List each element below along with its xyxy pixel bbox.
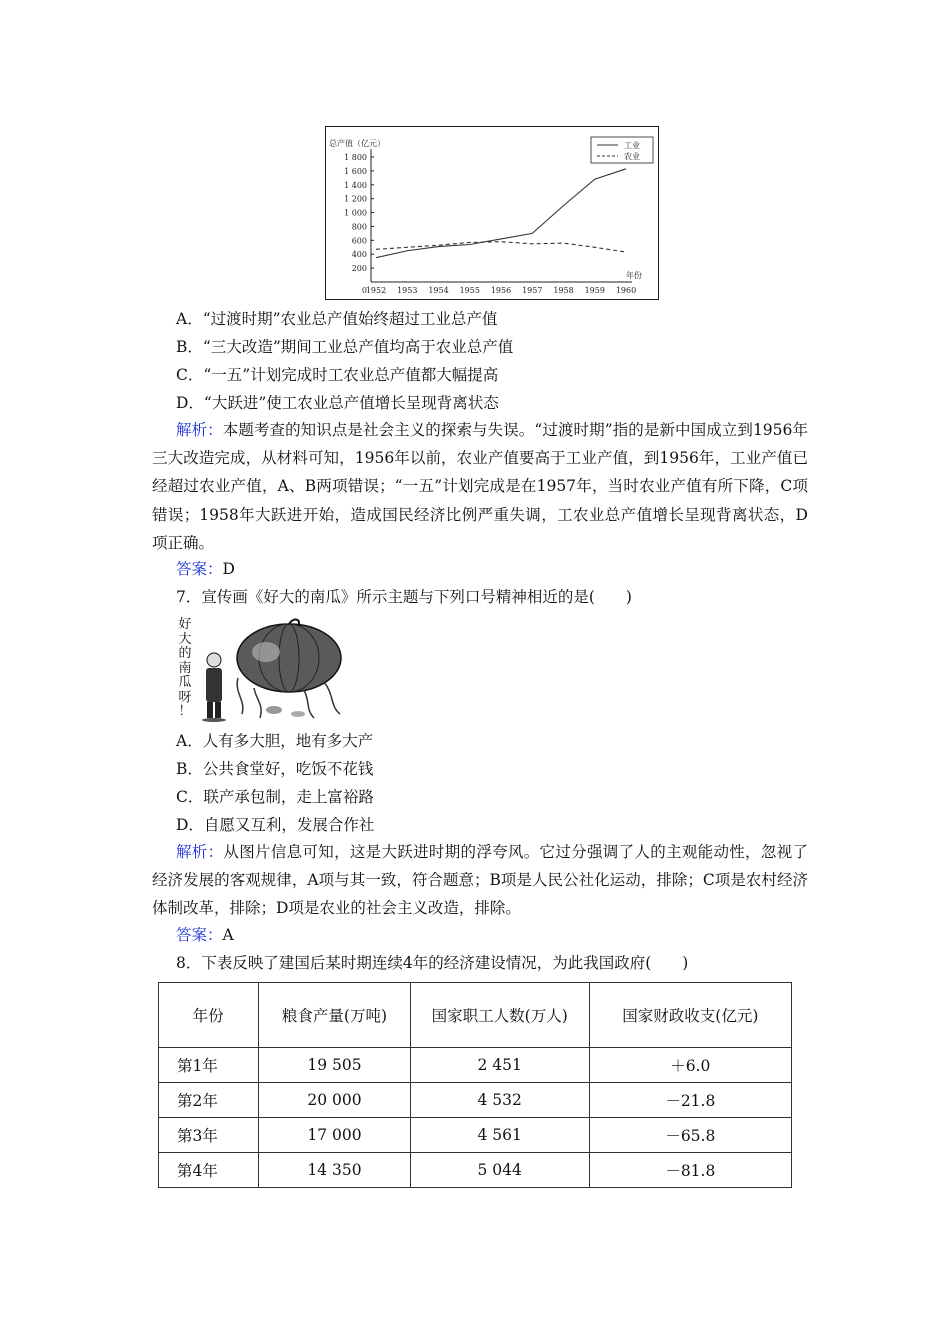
poster-caption-char: 呀	[178, 689, 192, 705]
poster-caption-char: 大	[178, 631, 192, 647]
y-tick-label: 1 200	[344, 194, 367, 204]
table-cell: 5 044	[410, 1153, 589, 1188]
table-cell: －65.8	[589, 1118, 791, 1153]
x-tick-label: 1955	[459, 286, 480, 295]
table-cell: ＋6.0	[589, 1048, 791, 1083]
q6-analysis-text: 本题考查的知识点是社会主义的探索与失误。“过渡时期”指的是新中国成立到1956年三大改造完成，从材料可知，1956年以前，农业产值要高于工业产值，到1956年，工业产值已经超过农业产值，A、B两项错误；“一五”计划完成是在1957年，当时农业产值有所下降，C项错误；1958年大跃进开始，造成国民经济比例严重失调，工农业总产值增长呈现背离状态，D项正确。	[152, 421, 808, 552]
table-cell: 第3年	[159, 1118, 259, 1153]
table-row	[159, 1118, 792, 1153]
poster-caption-char: 好	[178, 617, 192, 632]
table-row	[159, 1048, 792, 1083]
y-tick-label: 1 800	[344, 153, 367, 162]
series-line-agriculture	[376, 242, 626, 252]
q7-analysis-text: 从图片信息可知，这是大跃进时期的浮夸风。它过分强调了人的主观能动性，忽视了经济发展的客观规律，A项与其一致，符合题意；B项是人民公社化运动，排除；C项是农村经济体制改革，排除；D项是农业的社会主义改造，排除。	[152, 843, 808, 918]
legend-label: 工业	[624, 141, 640, 150]
x-tick-label: 1960	[615, 286, 637, 295]
table-cell: 4 532	[410, 1083, 589, 1118]
table-header-cell: 年份	[159, 983, 259, 1048]
legend-label: 农业	[624, 152, 640, 161]
poster-caption-char: 南	[178, 660, 192, 676]
table-header-row	[159, 983, 792, 1048]
q6-answer-label: 答案：	[176, 560, 223, 578]
series-line-industry	[376, 169, 626, 258]
q8-stem: 8．下表反映了建国后某时期连续4年的经济建设情况，为此我国政府( )	[176, 954, 689, 972]
y-tick-label: 800	[351, 222, 367, 232]
x-tick-label: 1953	[397, 286, 418, 295]
q7-stem: 7．宣传画《好大的南瓜》所示主题与下列口号精神相近的是( )	[176, 588, 632, 606]
x-tick-label: 1954	[428, 286, 449, 295]
table-cell: 第1年	[159, 1048, 259, 1083]
q6-answer	[176, 559, 235, 579]
q6-option-b: B．“三大改造”期间工业总产值均高于农业总产值	[176, 338, 514, 356]
table-header-cell: 粮食产量(万吨)	[259, 983, 411, 1048]
table-cell: 4 561	[410, 1118, 589, 1153]
y-tick-label: 1 600	[344, 166, 367, 176]
y-axis-label: 总产值（亿元）	[329, 139, 385, 148]
q7-analysis	[152, 838, 808, 923]
q7-answer-label: 答案：	[176, 926, 223, 944]
q6-option-c: C．“一五”计划完成时工农业总产值都大幅提高	[176, 366, 499, 384]
y-tick-label: 200	[351, 264, 367, 274]
production-chart	[325, 126, 659, 300]
table-cell: －21.8	[589, 1083, 791, 1118]
y-tick-label: 400	[351, 250, 367, 260]
q6-analysis-label: 解析：	[176, 421, 223, 439]
table-cell: －81.8	[589, 1153, 791, 1188]
table-cell: 20 000	[259, 1083, 411, 1118]
q7-analysis-label: 解析：	[176, 843, 224, 861]
x-tick-label: 1957	[522, 286, 543, 295]
x-tick-label: 1952	[365, 286, 387, 295]
q6-option-a: A．“过渡时期”农业总产值始终超过工业总产值	[176, 310, 498, 328]
table-header-cell: 国家职工人数(万人)	[410, 983, 589, 1048]
pumpkin-illustration	[194, 618, 348, 722]
q7-answer	[176, 925, 234, 945]
table-cell: 2 451	[410, 1048, 589, 1083]
x-tick-label: 1958	[553, 286, 574, 295]
poster-caption	[176, 618, 194, 720]
x-tick-label: 1956	[490, 286, 512, 295]
poster-caption-char: ！	[178, 704, 192, 719]
poster-caption-char: 的	[178, 646, 192, 661]
q7-option-d: D．自愿又互利，发展合作社	[176, 816, 375, 834]
y-tick-label: 0	[361, 286, 367, 295]
table-cell: 第2年	[159, 1083, 259, 1118]
q7-option-c: C．联产承包制，走上富裕路	[176, 788, 374, 806]
q7-option-a: A．人有多大胆，地有多大产	[176, 732, 374, 750]
table-cell: 14 350	[259, 1153, 411, 1188]
y-tick-label: 1 000	[344, 208, 367, 218]
table-row	[159, 1153, 792, 1188]
q6-option-d: D．“大跃进”使工农业总产值增长呈现背离状态	[176, 394, 499, 412]
table-cell: 19 505	[259, 1048, 411, 1083]
x-tick-label: 1959	[584, 286, 605, 295]
table-cell: 第4年	[159, 1153, 259, 1188]
chart-canvas	[326, 127, 660, 301]
pumpkin-poster-image	[176, 618, 348, 722]
y-tick-label: 600	[351, 236, 367, 246]
y-tick-label: 1 400	[344, 180, 367, 190]
poster-caption-char: 瓜	[178, 675, 192, 690]
table-row	[159, 1083, 792, 1118]
table-cell: 17 000	[259, 1118, 411, 1153]
q6-analysis	[152, 416, 808, 557]
economy-table	[158, 982, 792, 1188]
x-axis-label: 年份	[626, 271, 642, 280]
legend-box	[591, 137, 653, 163]
q7-answer-value: A	[222, 926, 234, 944]
q6-answer-value: D	[222, 560, 235, 578]
table-header-cell: 国家财政收支(亿元)	[589, 983, 791, 1048]
q7-option-b: B．公共食堂好，吃饭不花钱	[176, 760, 374, 778]
